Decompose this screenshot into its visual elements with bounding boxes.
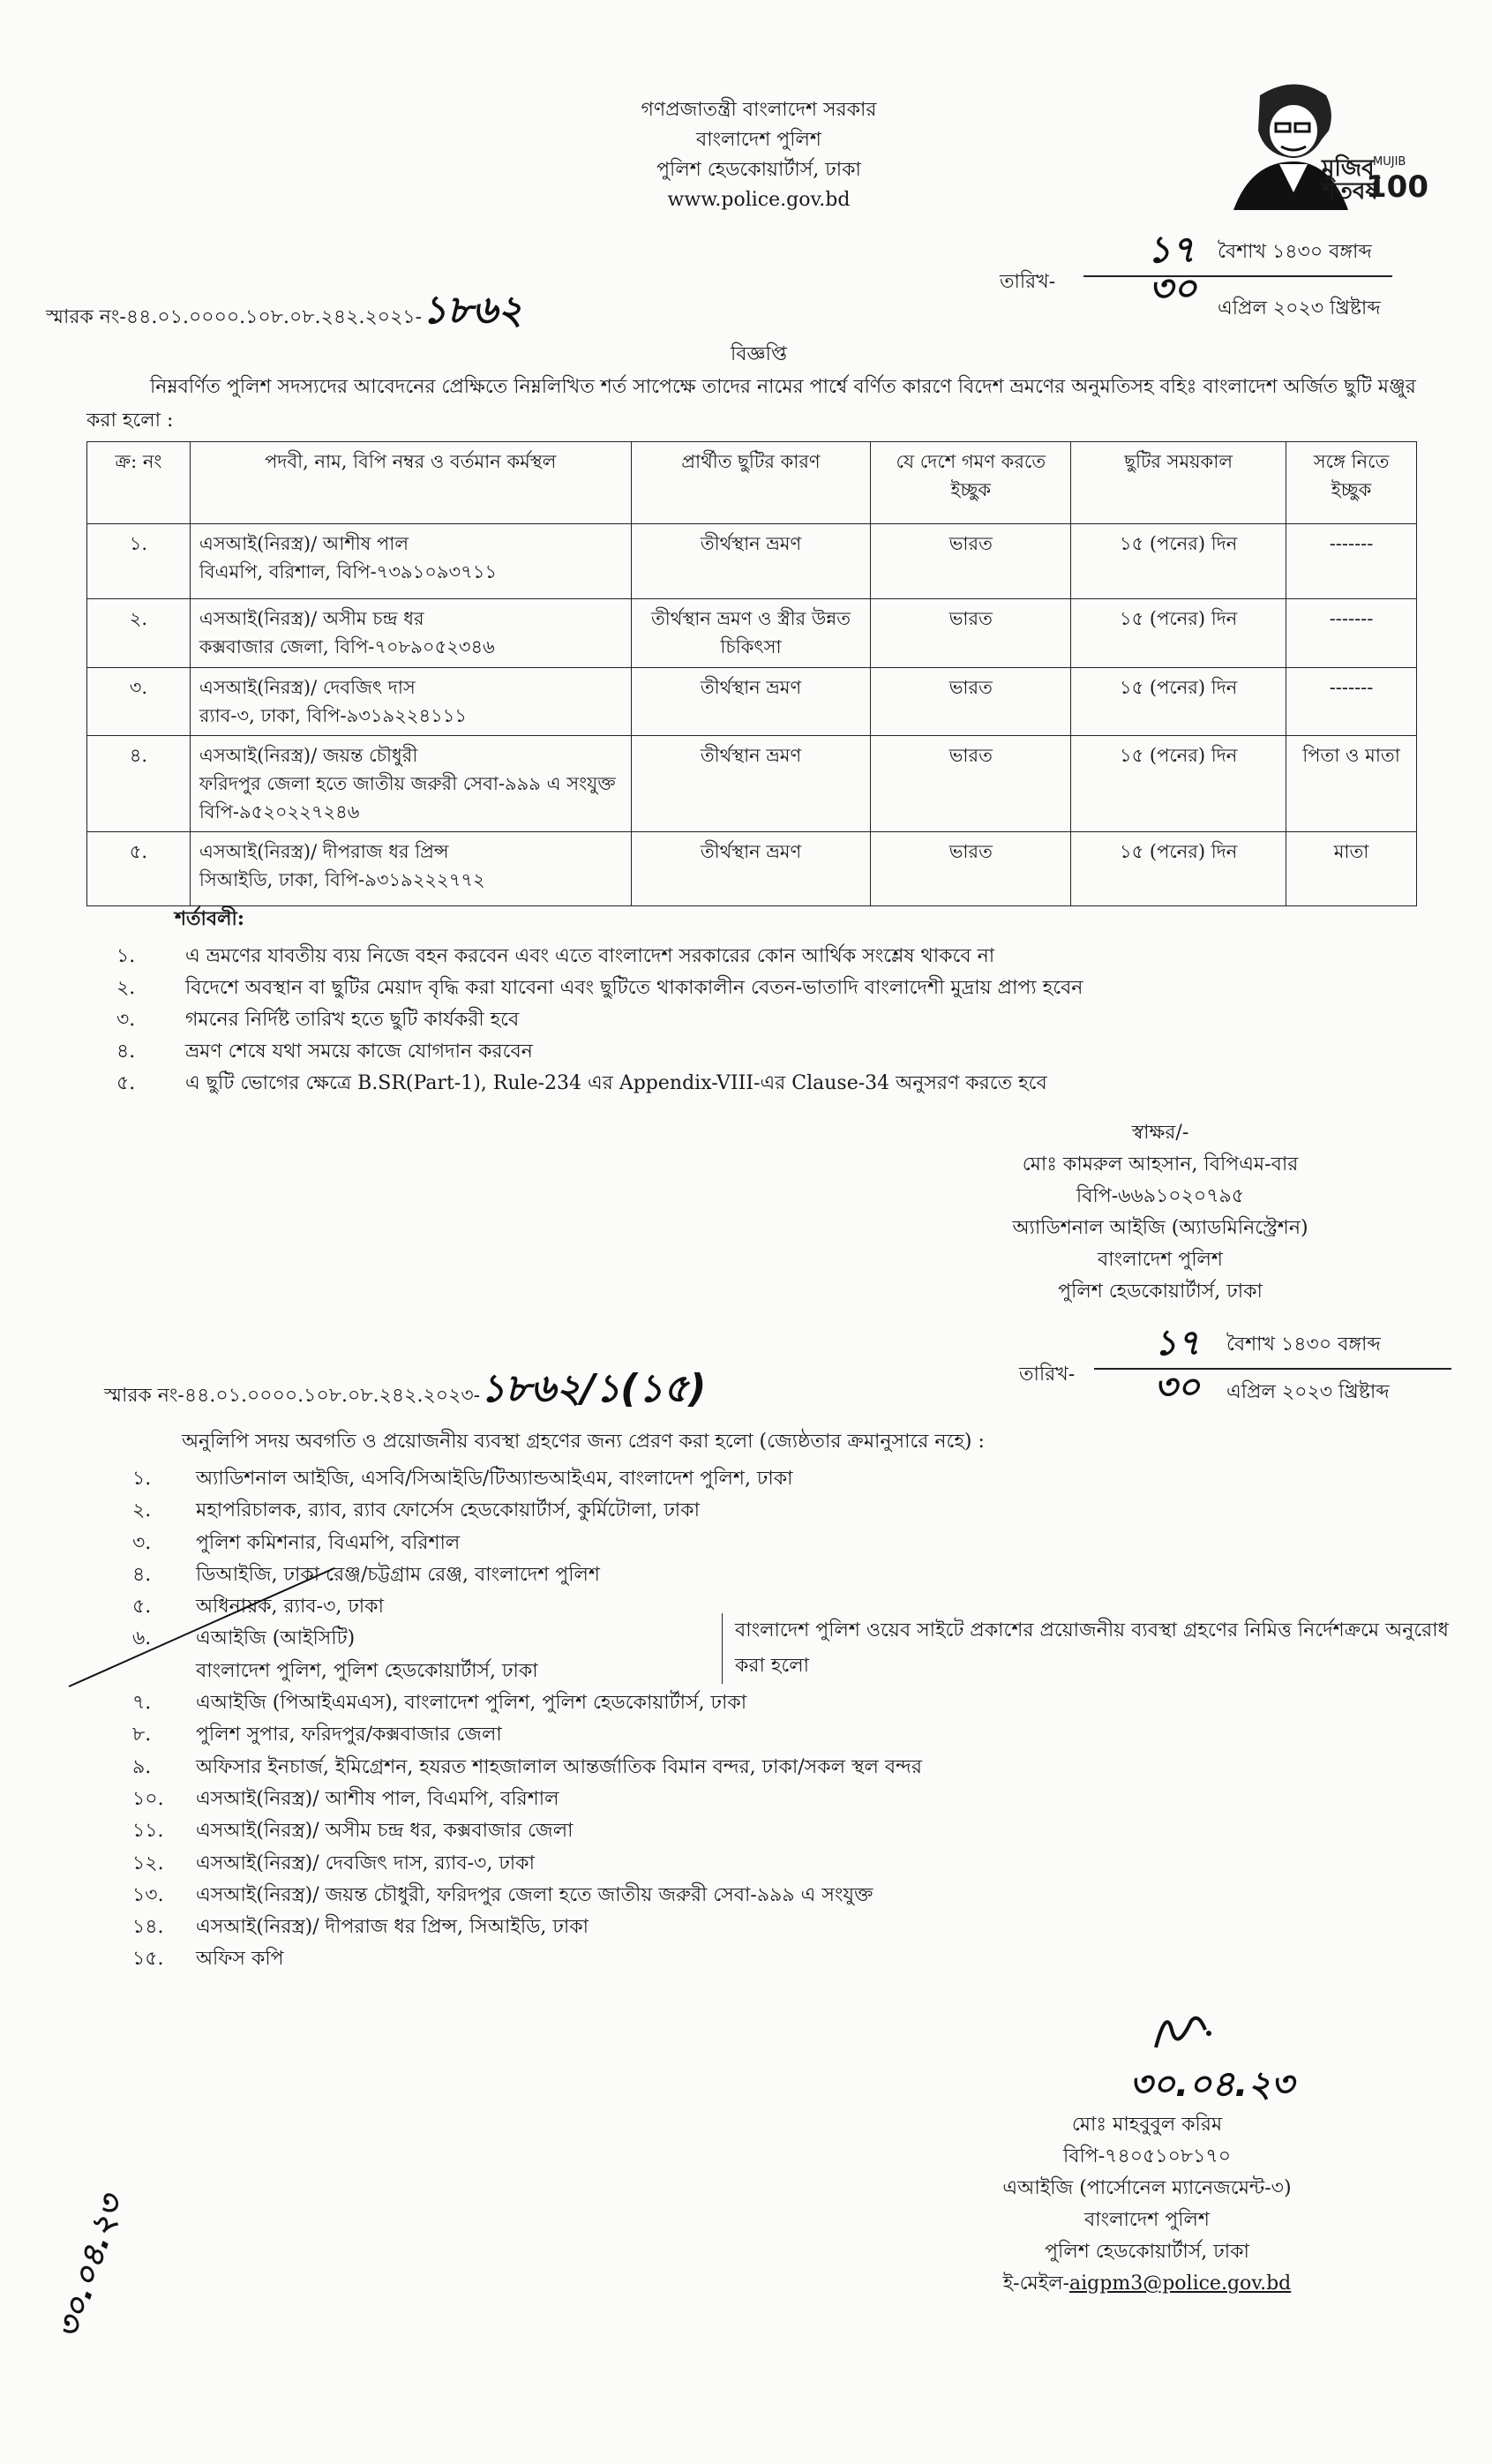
row-duration: ১৫ (পনের) দিন xyxy=(1071,668,1286,736)
copy-item xyxy=(132,1528,922,1559)
signatory-designation: অ্যাডিশনাল আইজি (অ্যাডমিনিস্ট্রেশন) xyxy=(1012,1217,1308,1239)
condition-item xyxy=(116,1004,1083,1036)
copy-item xyxy=(132,1463,922,1495)
row-reason: তীর্থস্থান ভ্রমণ xyxy=(631,524,871,599)
condition-number: ৩. xyxy=(116,1009,136,1031)
table-row xyxy=(87,832,1417,906)
row-detail: ফরিদপুর জেলা হতে জাতীয় জরুরী সেবা-৯৯৯ এ সংযুক্ত বিপি-৯৫২০২২৭২৪৬ xyxy=(199,773,616,823)
memo-reference-text: স্মারক নং-৪৪.০১.০০০০.১০৮.০৮.২৪২.২০২১- xyxy=(46,306,423,328)
row-country: ভারত xyxy=(871,832,1071,906)
conditions-list xyxy=(116,941,1083,1100)
signatory-name: মোঃ কামরুল আহসান, বিপিএম-বার xyxy=(1022,1153,1299,1176)
signature-date-handwritten: ৩০.০৪.২৩ xyxy=(1129,2064,1294,2105)
row-companion: ------- xyxy=(1286,524,1417,599)
row-detail: বিএমপি, বরিশাল, বিপি-৭৩৯১০৯৩৭১১ xyxy=(199,561,498,582)
letterhead-website: www.police.gov.bd xyxy=(667,189,851,211)
copy-number: ৯. xyxy=(132,1755,152,1778)
row-detail: র‌্যাব-৩, ঢাকা, বিপি-৯৩১৯২২৪১১১ xyxy=(199,705,467,726)
row-duration: ১৫ (পনের) দিন xyxy=(1071,524,1286,599)
row-serial: ৪. xyxy=(87,736,191,832)
row-name: এসআই(নিরস্ত্র)/ আশীষ পাল xyxy=(199,533,409,554)
condition-number: ২. xyxy=(116,977,136,999)
copy-number: ৮. xyxy=(132,1724,152,1747)
copy-number: ৪. xyxy=(132,1563,152,1586)
copy-text: এসআই(নিরস্ত্র)/ দেবজিৎ দাস, র‍্যাব-৩, ঢাকা xyxy=(196,1852,535,1874)
memo-date-english-day: ৩০ xyxy=(1149,267,1197,310)
copy-text: এসআই(নিরস্ত্র)/ জয়ন্ত চৌধুরী, ফরিদপুর জেলা হতে জাতীয় জরুরী সেবা-৯৯৯ এ সংযুক্ত xyxy=(196,1883,873,1906)
signature-block-2 xyxy=(953,2109,1341,2300)
date-divider xyxy=(1083,275,1392,277)
row-companion: ------- xyxy=(1286,599,1417,668)
copy-intro: অনুলিপি সদয় অবগতি ও প্রয়োজনীয় ব্যবস্থা গ্রহণের জন্য প্রেরণ করা হলো (জ্যেষ্ঠতার ক্রমানুসারে নহে) : xyxy=(182,1431,985,1453)
condition-item xyxy=(116,1036,1083,1068)
row-detail: সিআইডি, ঢাকা, বিপি-৯৩১৯২২২৭৭২ xyxy=(199,869,485,890)
copy-item xyxy=(132,1687,922,1719)
row-reason: তীর্থস্থান ভ্রমণ xyxy=(631,668,871,736)
letterhead-org: বাংলাদেশ পুলিশ xyxy=(696,129,821,151)
memo-date-bangla-day: ১৭ xyxy=(1147,228,1196,271)
row-country: ভারত xyxy=(871,736,1071,832)
condition-item xyxy=(116,973,1083,1004)
signatory-office: পুলিশ হেডকোয়ার্টার্স, ঢাকা xyxy=(1058,1281,1263,1303)
row-duration: ১৫ (পনের) দিন xyxy=(1071,832,1286,906)
copy-number: ৬. xyxy=(132,1627,152,1650)
copy-text: এসআই(নিরস্ত্র)/ আশীষ পাল, বিএমপি, বরিশাল xyxy=(196,1787,559,1810)
copy-number: ১৩. xyxy=(132,1883,164,1906)
row-reason: তীর্থস্থান ভ্রমণ xyxy=(631,736,871,832)
row-duration: ১৫ (পনের) দিন xyxy=(1071,736,1286,832)
table-row xyxy=(87,524,1417,599)
condition-number: ৪. xyxy=(116,1040,136,1063)
mujib-centenary-logo xyxy=(1225,78,1428,210)
letterhead xyxy=(512,95,1006,215)
copy-number: ৫. xyxy=(132,1596,152,1619)
condition-text: ভ্রমণ শেষে যথা সময়ে কাজে যোগদান করবেন xyxy=(185,1040,533,1063)
signatory-office: পুলিশ হেডকোয়ার্টার্স, ঢাকা xyxy=(1045,2241,1249,2263)
row-name: এসআই(নিরস্ত্র)/ দেবজিৎ দাস xyxy=(199,677,416,698)
copy-text: বাংলাদেশ পুলিশ, পুলিশ হেডকোয়ার্টার্স, ঢাকা xyxy=(196,1659,538,1682)
table-row xyxy=(87,599,1417,668)
row-companion: মাতা xyxy=(1286,832,1417,906)
row-person xyxy=(190,832,631,906)
copy-text: অধিনায়ক, র‍্যাব-৩, ঢাকা xyxy=(196,1596,384,1619)
copy-number: ১. xyxy=(132,1468,152,1490)
row-companion: পিতা ও মাতা xyxy=(1286,736,1417,832)
header-duration: ছুটির সময়কাল xyxy=(1071,442,1286,524)
row-country: ভারত xyxy=(871,524,1071,599)
condition-text: এ ভ্রমণের যাবতীয় ব্যয় নিজে বহন করবেন এবং এতে বাংলাদেশ সরকারের কোন আর্থিক সংশ্লেষ থাকবে না xyxy=(185,945,995,967)
notice-body: নিম্নবর্ণিত পুলিশ সদস্যদের আবেদনের প্রেক্ষিতে নিম্নলিখিত শর্ত সাপেক্ষে তাদের নামের পার্শ্বে বর্ণিত কারণে বিদেশ ভ্রমণের অনুমতিসহ বহিঃ বাংলাদেশ অর্জিত ছুটি মঞ্জুর করা হলো : xyxy=(86,376,1416,432)
logo-number: 100 xyxy=(1366,169,1428,205)
leave-table xyxy=(86,441,1417,906)
letterhead-government: গণপ্রজাতন্ত্রী বাংলাদেশ সরকার xyxy=(641,99,877,121)
signature-block-1 xyxy=(962,1117,1359,1308)
copy-number: ১৪. xyxy=(132,1916,164,1939)
signed-label: স্বাক্ষর/- xyxy=(1131,1122,1189,1144)
copy-text: মহাপরিচালক, র‍্যাব, র‍্যাব ফোর্সেস হেডকোয়ার্টার্স, কুর্মিটোলা, ঢাকা xyxy=(196,1499,700,1522)
signatory-email-line xyxy=(953,2268,1341,2300)
copy-item xyxy=(132,1912,922,1943)
row-serial: ২. xyxy=(87,599,191,668)
memo-date-english: এপ্রিল ২০২৩ খ্রিষ্টাব্দ xyxy=(1218,297,1381,319)
row-reason: তীর্থস্থান ভ্রমণ xyxy=(631,832,871,906)
copy-text: ডিআইজি, ঢাকা রেঞ্জ/চট্টগ্রাম রেঞ্জ, বাংলাদেশ পুলিশ xyxy=(196,1563,600,1586)
table-row xyxy=(87,736,1417,832)
copy-number: ১২. xyxy=(132,1852,164,1874)
copy-text: অফিসার ইনচার্জ, ইমিগ্রেশন, হযরত শাহজালাল আন্তর্জাতিক বিমান বন্দর, ঢাকা/সকল স্থল বন্দর xyxy=(196,1755,922,1778)
conditions-title: শর্তাবলী: xyxy=(175,907,244,930)
row-name: এসআই(নিরস্ত্র)/ দীপরাজ ধর প্রিন্স xyxy=(199,841,449,862)
copy-number: ১০. xyxy=(132,1787,164,1810)
copy-memo-date-label: তারিখ- xyxy=(1019,1363,1076,1386)
copy-memo-date-english-day: ৩০ xyxy=(1154,1367,1201,1408)
condition-text: বিদেশে অবস্থান বা ছুটির মেয়াদ বৃদ্ধি করা যাবেনা এবং ছুটিতে থাকাকালীন বেতন-ভাতাদি বাংলাদেশী মুদ্রায় প্রাপ্য হবেন xyxy=(185,977,1083,999)
copy-memo-reference xyxy=(104,1359,706,1424)
signatory-org: বাংলাদেশ পুলিশ xyxy=(1084,2209,1210,2231)
copy-text: অফিস কপি xyxy=(196,1948,284,1971)
header-country: যে দেশে গমণ করতে ইচ্ছুক xyxy=(871,442,1071,524)
row-person xyxy=(190,599,631,668)
copy-number: ৩. xyxy=(132,1531,152,1554)
condition-number: ৫. xyxy=(116,1072,136,1094)
memo-reference xyxy=(46,281,522,345)
header-companion: সঙ্গে নিতে ইচ্ছুক xyxy=(1286,442,1417,524)
row-country: ভারত xyxy=(871,599,1071,668)
copy-item xyxy=(132,1815,922,1847)
row-detail: কক্সবাজার জেলা, বিপি-৭০৮৯০৫২৩৪৬ xyxy=(199,636,495,657)
memo-date-bangla: বৈশাখ ১৪৩০ বঙ্গাব্দ xyxy=(1218,241,1372,263)
header-reason: প্রার্থীত ছুটির কারণ xyxy=(631,442,871,524)
signatory-bp: বিপি-৭৪০৫১০৮১৭০ xyxy=(1062,2145,1232,2167)
date-divider xyxy=(1094,1368,1451,1370)
signatory-name: মোঃ মাহবুবুল করিম xyxy=(1071,2114,1223,2136)
copy-item xyxy=(132,1943,922,1975)
copy-text: এআইজি (পিআইএমএস), বাংলাদেশ পুলিশ, পুলিশ হেডকোয়ার্টার্স, ঢাকা xyxy=(196,1692,747,1715)
copy-text: এআইজি (আইসিটি) xyxy=(196,1627,356,1650)
row-person xyxy=(190,668,631,736)
memo-reference-handwritten: ১৮৬২ xyxy=(422,288,523,333)
website-note: বাংলাদেশ পুলিশ ওয়েব সাইটে প্রকাশের প্রয়োজনীয় ব্যবস্থা গ্রহণের নিমিত্ত নির্দেশক্রমে অনুরোধ করা হলো xyxy=(722,1613,1450,1684)
row-serial: ৩. xyxy=(87,668,191,736)
copy-number: ৭. xyxy=(132,1692,152,1715)
copy-item xyxy=(132,1752,922,1784)
row-person xyxy=(190,524,631,599)
row-country: ভারত xyxy=(871,668,1071,736)
memo-date-label: তারিখ- xyxy=(1000,271,1056,293)
header-serial: ক্র: নং xyxy=(87,442,191,524)
copy-list xyxy=(132,1463,922,1976)
email-label: ই-মেইল- xyxy=(1002,2272,1070,2295)
copy-number: ১১. xyxy=(132,1820,164,1843)
condition-item xyxy=(116,1068,1083,1100)
signature-scribble-icon xyxy=(1147,2003,1218,2056)
logo-mujib-text: MUJIB xyxy=(1373,155,1406,169)
row-serial: ১. xyxy=(87,524,191,599)
copy-memo-reference-text: স্মারক নং-৪৪.০১.০০০০.১০৮.০৮.২৪২.২০২৩- xyxy=(104,1385,481,1407)
table-header-row xyxy=(87,442,1417,524)
row-serial: ৫. xyxy=(87,832,191,906)
copy-number: ১৫. xyxy=(132,1948,164,1971)
copy-item xyxy=(132,1559,922,1591)
header-designation: পদবী, নাম, বিপি নম্বর ও বর্তমান কর্মস্থল xyxy=(190,442,631,524)
notice-title: বিজ্ঞপ্তি xyxy=(731,343,787,365)
copy-item xyxy=(132,1848,922,1880)
condition-text: এ ছুটি ভোগের ক্ষেত্রে B.SR(Part-1), Rule-234 এর Appendix-VIII-এর Clause-34 অনুসরণ করতে হবে xyxy=(185,1072,1047,1094)
condition-number: ১. xyxy=(116,945,136,967)
condition-item xyxy=(116,941,1083,973)
row-name: এসআই(নিরস্ত্র)/ অসীম চন্দ্র ধর xyxy=(199,608,424,629)
copy-text: পুলিশ সুপার, ফরিদপুর/কক্সবাজার জেলা xyxy=(196,1724,502,1747)
copy-memo-date-bangla: বৈশাখ ১৪৩০ বঙ্গাব্দ xyxy=(1226,1333,1381,1356)
copy-item xyxy=(132,1880,922,1912)
row-person xyxy=(190,736,631,832)
margin-note-handwritten: ৩০.০৪.২৩ xyxy=(49,2190,131,2343)
row-companion: ------- xyxy=(1286,668,1417,736)
email-link[interactable]: aigpm3@police.gov.bd xyxy=(1069,2272,1292,2295)
row-duration: ১৫ (পনের) দিন xyxy=(1071,599,1286,668)
copy-item xyxy=(132,1719,922,1751)
copy-memo-date-bangla-day: ১৭ xyxy=(1154,1323,1200,1363)
logo-bangla-text: মুজিব শতবর্ষ xyxy=(1322,155,1378,205)
table-row xyxy=(87,668,1417,736)
copy-item xyxy=(132,1784,922,1815)
copy-text: এসআই(নিরস্ত্র)/ অসীম চন্দ্র ধর, কক্সবাজার জেলা xyxy=(196,1820,574,1843)
signatory-bp: বিপি-৬৬৯১০২০৭৯৫ xyxy=(1076,1185,1245,1207)
letterhead-office: পুলিশ হেডকোয়ার্টার্স, ঢাকা xyxy=(656,159,861,181)
copy-text: এসআই(নিরস্ত্র)/ দীপরাজ ধর প্রিন্স, সিআইডি, ঢাকা xyxy=(196,1916,589,1939)
condition-text: গমনের নির্দিষ্ট তারিখ হতে ছুটি কার্যকরী হবে xyxy=(185,1009,520,1031)
copy-memo-date-english: এপ্রিল ২০২৩ খ্রিষ্টাব্দ xyxy=(1226,1381,1390,1403)
copy-number: ২. xyxy=(132,1499,152,1522)
copy-memo-reference-handwritten: ১৮৬২/১(১৫) xyxy=(480,1366,707,1411)
row-reason: তীর্থস্থান ভ্রমণ ও স্ত্রীর উন্নত চিকিৎসা xyxy=(631,599,871,668)
signatory-designation: এআইজি (পার্সোনেল ম্যানেজমেন্ট-৩) xyxy=(1002,2177,1292,2199)
row-name: এসআই(নিরস্ত্র)/ জয়ন্ত চৌধুরী xyxy=(199,745,418,766)
copy-text: পুলিশ কমিশনার, বিএমপি, বরিশাল xyxy=(196,1531,461,1554)
copy-text: অ্যাডিশনাল আইজি, এসবি/সিআইডি/টিঅ্যান্ডআইএম, বাংলাদেশ পুলিশ, ঢাকা xyxy=(196,1468,793,1490)
copy-item xyxy=(132,1495,922,1527)
signatory-org: বাংলাদেশ পুলিশ xyxy=(1098,1249,1223,1271)
